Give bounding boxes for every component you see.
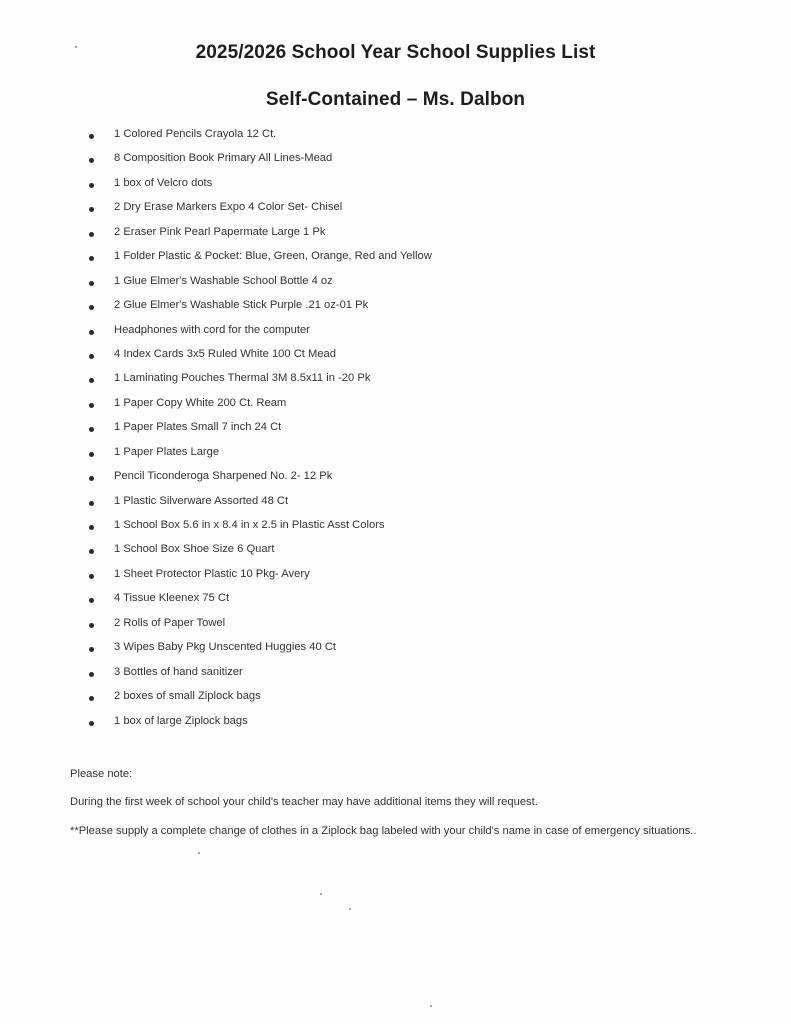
list-item-text: 2 boxes of small Ziplock bags <box>114 690 261 703</box>
list-item <box>0 124 700 148</box>
list-item <box>0 539 700 563</box>
bullet-icon <box>89 525 94 530</box>
list-item-text: 1 School Box 5.6 in x 8.4 in x 2.5 in Plastic Asst Colors <box>114 519 385 531</box>
scan-speck <box>320 893 322 895</box>
list-item <box>0 320 700 344</box>
list-item <box>0 246 700 270</box>
list-item-text: 3 Bottles of hand sanitizer <box>114 665 243 678</box>
scan-speck <box>349 908 351 910</box>
note-change-of-clothes: **Please supply a complete change of clothes in a Ziplock bag labeled with your child's name in case of emergency situations.. <box>70 825 697 837</box>
list-item <box>0 637 700 661</box>
bullet-icon <box>89 501 94 506</box>
list-item <box>0 613 700 637</box>
list-item-text: 1 Sheet Protector Plastic 10 Pkg- Avery <box>114 567 310 580</box>
list-item-text: 2 Glue Elmer's Washable Stick Purple .21 oz-01 Pk <box>114 299 369 312</box>
bullet-icon <box>89 207 94 212</box>
note-label: Please note: <box>70 768 133 780</box>
scan-speck <box>198 852 200 854</box>
list-item <box>0 491 700 515</box>
list-item-text: 2 Dry Erase Markers Expo 4 Color Set- Chisel <box>114 201 343 214</box>
list-item-text: 1 Paper Plates Small 7 inch 24 Ct <box>114 421 282 434</box>
bullet-icon <box>89 696 94 701</box>
bullet-icon <box>89 672 94 677</box>
bullet-icon <box>89 378 94 383</box>
list-item <box>0 564 700 588</box>
page-title: 2025/2026 School Year School Supplies List <box>195 42 596 63</box>
scan-speck <box>430 1005 432 1007</box>
list-item-text: Pencil Ticonderoga Sharpened No. 2- 12 Pk <box>114 470 333 483</box>
list-item <box>0 368 700 392</box>
list-item-text: 1 Paper Copy White 200 Ct. Ream <box>114 396 287 409</box>
list-item <box>0 588 700 612</box>
list-item <box>0 466 700 490</box>
bullet-icon <box>89 134 94 139</box>
list-item-text: 1 Laminating Pouches Thermal 3M 8.5x11 in -20 Pk <box>114 372 371 385</box>
bullet-icon <box>89 647 94 652</box>
bullet-icon <box>89 305 94 310</box>
list-item <box>0 344 700 368</box>
bullet-icon <box>89 330 94 335</box>
bullet-icon <box>89 158 94 163</box>
bullet-icon <box>89 721 94 726</box>
list-item-text: 1 Glue Elmer's Washable School Bottle 4 oz <box>114 274 333 287</box>
bullet-icon <box>89 476 94 481</box>
list-item <box>0 173 700 197</box>
list-item <box>0 442 700 466</box>
list-item-text: 1 box of Velcro dots <box>114 176 213 189</box>
bullet-icon <box>89 354 94 359</box>
bullet-icon <box>89 403 94 408</box>
list-item-text: 2 Eraser Pink Pearl Papermate Large 1 Pk <box>114 225 326 238</box>
list-item-text: 4 Index Cards 3x5 Ruled White 100 Ct Mead <box>114 347 337 360</box>
list-item <box>0 662 700 686</box>
list-item <box>0 148 700 172</box>
list-item <box>0 222 700 246</box>
list-item-text: 1 School Box Shoe Size 6 Quart <box>114 543 275 556</box>
list-item <box>0 295 700 319</box>
list-item-text: 4 Tissue Kleenex 75 Ct <box>114 592 230 605</box>
bullet-icon <box>89 623 94 628</box>
bullet-icon <box>89 427 94 432</box>
bullet-icon <box>89 232 94 237</box>
list-item-text: 3 Wipes Baby Pkg Unscented Huggies 40 Ct <box>114 641 337 654</box>
list-item <box>0 393 700 417</box>
bullet-icon <box>89 452 94 457</box>
list-item-text: 1 Paper Plates Large <box>114 445 220 458</box>
list-item-text: 8 Composition Book Primary All Lines-Mead <box>114 152 333 165</box>
bullet-icon <box>89 183 94 188</box>
bullet-icon <box>89 281 94 286</box>
bullet-icon <box>89 574 94 579</box>
list-item-text: 1 Plastic Silverware Assorted 48 Ct <box>114 494 289 507</box>
list-item <box>0 686 700 710</box>
list-item <box>0 197 700 221</box>
list-item-text: 1 box of large Ziplock bags <box>114 714 248 727</box>
note-additional-items: During the first week of school your child's teacher may have additional items they will request. <box>70 796 538 808</box>
supply-list <box>0 124 700 735</box>
list-item-text: 1 Folder Plastic & Pocket: Blue, Green, Orange, Red and Yellow <box>114 250 432 263</box>
bullet-icon <box>89 256 94 261</box>
list-item-text: 2 Rolls of Paper Towel <box>114 616 226 629</box>
list-item <box>0 711 700 735</box>
list-item-text: Headphones with cord for the computer <box>114 323 310 336</box>
scan-speck <box>75 46 77 48</box>
bullet-icon <box>89 549 94 554</box>
list-item <box>0 271 700 295</box>
list-item-text: 1 Colored Pencils Crayola 12 Ct. <box>114 128 277 140</box>
list-item <box>0 515 700 539</box>
bullet-icon <box>89 598 94 603</box>
list-item <box>0 417 700 441</box>
page-subtitle: Self-Contained – Ms. Dalbon <box>265 89 526 110</box>
